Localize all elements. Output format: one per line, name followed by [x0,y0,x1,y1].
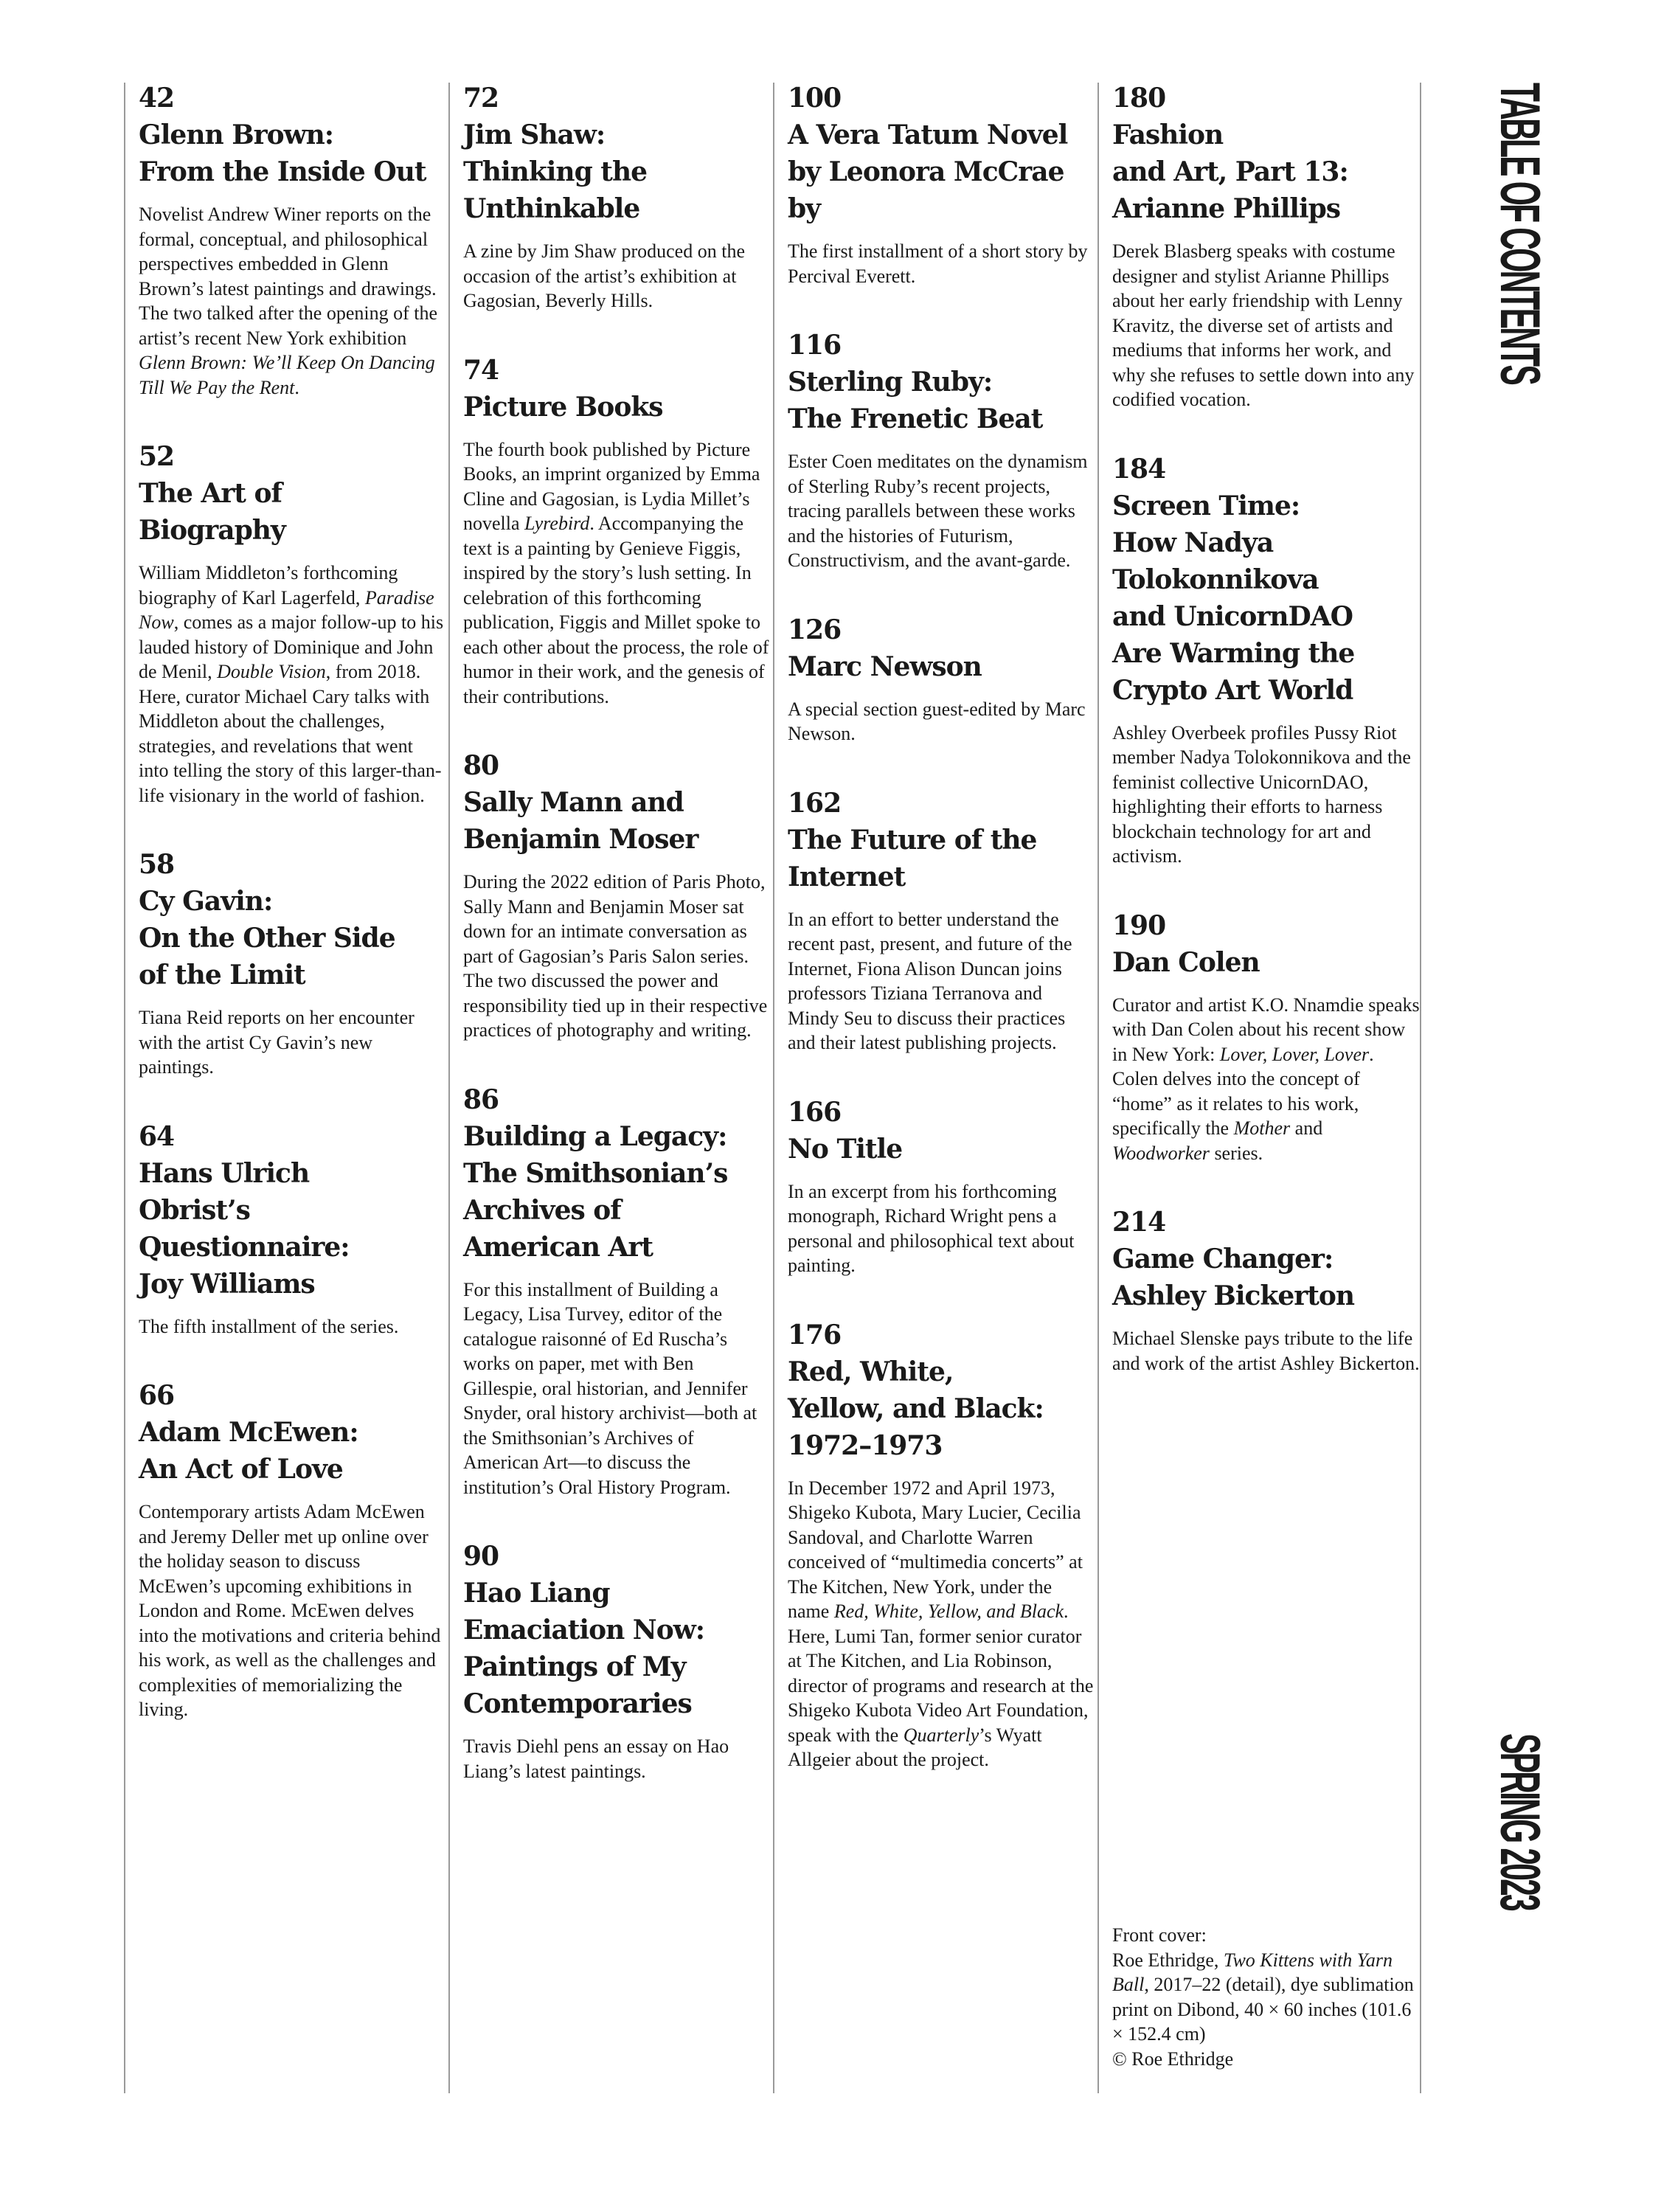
cover-credit-work: Two Kittens with Yarn Ball [1112,1949,1393,1995]
entry-description [788,239,1096,288]
entry-description [139,1005,447,1080]
entry-description [788,449,1096,573]
entry-description [1112,239,1421,412]
entry-description [139,561,447,808]
entry-title: Adam McEwen: An Act of Love [139,1417,358,1485]
page-number: 116 [788,330,842,361]
entry-title: Screen Time: How Nadya Tolokonnikova and UnicornDAO Are Warming the Crypto Art World [1112,490,1355,706]
page-number: 72 [463,83,499,114]
entry-title: Sterling Ruby: The Frenetic Beat [788,367,1043,434]
description-text: William Middleton’s forthcoming biography of Karl Lagerfeld, [139,562,398,609]
page-number: 90 [463,1541,499,1572]
column-divider [124,83,125,2093]
description-text: Tiana Reid reports on her encounter with the artist Cy Gavin’s new paintings. [139,1007,415,1078]
toc-column-2 [463,80,771,1822]
entry-description [463,1734,771,1783]
italic-title: Mother [1233,1117,1291,1139]
entry-description [788,697,1096,746]
page-number: 126 [788,614,842,645]
description-text: , from 2018. Here, curator Michael Cary talks with Middleton about the challenges, strategies, and revelations that went into telling the story of this larger-than-life visionary in the world of fashion. [139,661,442,806]
toc-entry [788,1317,1096,1772]
description-text: . Accompanying the text is a painting by Genieve Figgis, inspired by the story’s lush setting. In celebration of this forthcoming publication, Figgis and Millet spoke to each other about the process, the role of humor in their work, and the genesis of their contributions. [463,513,769,707]
description-text: Travis Diehl pens an essay on Hao Liang’s latest paintings. [463,1736,729,1782]
italic-title: Double Vision [217,661,326,682]
description-text: Contemporary artists Adam McEwen and Jeremy Deller met up online over the holiday season to discuss McEwen’s upcoming exhibitions in London and Rome. McEwen delves into the motivations and criteria behind his work, as well as the challenges and complexities of memorializing the living. [139,1501,441,1720]
page-number: 214 [1112,1207,1166,1238]
toc-entry [788,611,1096,746]
description-text: . Colen delves into the concept of “home” as it relates to his work, specifically the [1112,1043,1374,1139]
page-number: 162 [788,787,842,819]
entry-title: Red, White, Yellow, and Black: 1972–1973 [788,1356,1044,1461]
page-number: 74 [463,354,499,386]
page-number: 190 [1112,909,1166,941]
page-number: 58 [139,849,175,880]
description-text: Michael Slenske pays tribute to the life and work of the artist Ashley Bickerton. [1112,1328,1420,1374]
page-number: 66 [139,1380,175,1411]
entry-description [139,1499,447,1722]
italic-title: Lyrebird [524,513,590,534]
description-text: A special section guest-edited by Marc Newson. [788,698,1086,744]
description-text: In an excerpt from his forthcoming monograph, Richard Wright pens a personal and philosophical text about painting. [788,1180,1075,1276]
toc-entry [463,1538,771,1783]
entry-title: Fashion and Art, Part 13: Arianne Phillips [1112,119,1348,224]
toc-entry [139,1118,447,1339]
entry-title: The Art of Biography [139,478,285,546]
cover-credit-copyright: © Roe Ethridge [1112,2048,1234,2070]
entry-description [463,239,771,313]
description-text: , comes as a major follow-up to his lauded history of Dominique and John de Menil, [139,611,444,682]
page-number: 166 [788,1096,842,1128]
toc-column-1 [139,80,447,1761]
toc-column-3 [788,80,1096,1811]
page-number: 100 [788,83,842,114]
entry-title: Hao Liang Emaciation Now: Paintings of My Contemporaries [463,1578,704,1719]
cover-credit-label: Front cover: [1112,1924,1207,1946]
entry-title: Dan Colen [1112,946,1260,978]
description-text: . Here, Lumi Tan, former senior curator at The Kitchen, and Lia Robinson, director of programs and research at the Shigeko Kubota Video Art Foundation, speak with the [788,1601,1094,1746]
toc-entry [463,352,771,710]
page-number: 86 [463,1084,499,1115]
toc-entry [139,438,447,808]
entry-title: Building a Legacy: The Smithsonian’s Archives of American Art [463,1120,728,1263]
toc-entry [139,80,447,400]
description-text: The fifth installment of the series. [139,1315,399,1337]
page-number: 80 [463,750,499,781]
italic-title: Red, White, Yellow, and Black [833,1601,1064,1622]
description-text: Novelist Andrew Winer reports on the formal, conceptual, and philosophical perspectives embedded in Glenn Brown’s latest paintings and drawings. The two talked after the opening of the artist’s recent New York exhibition [139,204,438,349]
entry-title: Cy Gavin: On the Other Side of the Limit [139,886,395,991]
entry-description [463,870,771,1043]
page-number: 180 [1112,83,1166,114]
entry-description [463,437,771,710]
issue-label: SPRING 2023 [1488,1733,1551,1910]
page-number: 176 [788,1319,842,1351]
entry-title: Jim Shaw: Thinking the Unthinkable [463,119,648,224]
entry-description [463,1277,771,1500]
entry-description [139,1314,447,1339]
page-number: 64 [139,1120,175,1152]
toc-entry [139,846,447,1080]
description-text: and [1290,1117,1323,1139]
toc-entry [788,1094,1096,1278]
toc-entry [463,80,771,313]
toc-entry [463,1081,771,1500]
entry-title: Picture Books [463,391,663,423]
column-divider [773,83,774,2093]
page-number: 52 [139,441,175,472]
description-text: series. [1209,1142,1263,1164]
entry-description [1112,1326,1421,1376]
entry-description [788,907,1096,1055]
column-divider [448,83,450,2093]
entry-title: Hans Ulrich Obrist’s Questionnaire: Joy Williams [139,1157,350,1300]
entry-description [1112,993,1421,1166]
description-text: Curator and artist K.O. Nnamdie speaks with Dan Colen about his recent show in New York: [1112,994,1420,1065]
italic-title: Paradise Now [139,586,434,633]
description-text: . [294,376,299,398]
description-text: In an effort to better understand the recent past, present, and future of the Internet, Fiona Alison Duncan joins professors Tiziana Terranova and Mindy Seu to discuss their practices and their latest publishing projects. [788,908,1072,1053]
italic-title: Glenn Brown: We’ll Keep On Dancing Till We Pay the Rent [139,352,435,398]
description-text: A zine by Jim Shaw produced on the occasion of the artist’s exhibition at Gagosian, Beverly Hills. [463,240,745,311]
italic-title: Quarterly [903,1724,979,1746]
table-of-contents-heading: TABLE OF CONTENTS [1488,83,1551,384]
entry-title: A Vera Tatum Novel by Leonora McCrae by [788,119,1068,224]
italic-title: Woodworker [1112,1142,1210,1164]
entry-title: Glenn Brown: From the Inside Out [139,119,426,187]
description-text: The fourth book published by Picture Books, an imprint organized by Emma Cline and Gagosian, is Lydia Millet’s novella [463,438,760,534]
toc-entry [788,80,1096,288]
description-text: Derek Blasberg speaks with costume designer and stylist Arianne Phillips about her early friendship with Lenny Kravitz, the diverse set of artists and mediums that informs her work, and why she refuses to settle down into any codified vocation. [1112,240,1415,410]
cover-credit [1112,1923,1421,2071]
description-text: During the 2022 edition of Paris Photo, Sally Mann and Benjamin Moser sat down for an intimate conversation as part of Gagosian’s Paris Salon series. The two discussed the power and responsibility tied up in their respective practices of photography and writing. [463,871,768,1041]
toc-entry [463,747,771,1043]
toc-entry [1112,1204,1421,1376]
entry-description [139,202,447,400]
entry-title: Game Changer: Ashley Bickerton [1112,1244,1355,1311]
entry-title: No Title [788,1133,903,1165]
italic-title: Lover, Lover, Lover [1219,1043,1370,1065]
page-number: 184 [1112,453,1166,485]
entry-description [788,1179,1096,1278]
description-text: The first installment of a short story by Percival Everett. [788,240,1088,287]
toc-entry [1112,451,1421,869]
description-text: Ashley Overbeek profiles Pussy Riot member Nadya Tolokonnikova and the feminist collective UnicornDAO, highlighting their efforts to harness blockchain technology for art and activism. [1112,721,1411,867]
toc-entry [139,1377,447,1722]
toc-entry [1112,907,1421,1166]
cover-credit-artist: Roe Ethridge, [1112,1949,1224,1971]
entry-title: Sally Mann and Benjamin Moser [463,787,698,855]
entry-description [788,1476,1096,1772]
entry-description [1112,721,1421,869]
description-text: For this installment of Building a Legacy, Lisa Turvey, editor of the catalogue raisonné of Ed Ruscha’s works on paper, met with Ben Gillespie, oral historian, and Jennifer Snyder, oral history archivist—both at the Smithsonian’s Archives of American Art—to discuss the institution’s Oral History Program. [463,1278,757,1498]
toc-entry [788,327,1096,573]
entry-title: The Future of the Internet [788,824,1037,892]
entry-title: Marc Newson [788,651,982,682]
column-divider [1097,83,1099,2093]
toc-entry [1112,80,1421,412]
toc-entry [788,785,1096,1055]
cover-credit-details: , 2017–22 (detail), dye sublimation print on Dibond, 40 × 60 inches (101.6 × 152.4 cm) [1112,1974,1414,2045]
toc-column-4 [1112,80,1421,1414]
page-number: 42 [139,83,175,114]
description-text: Ester Coen meditates on the dynamism of Sterling Ruby’s recent projects, tracing parallels between these works and the histories of Futurism, Constructivism, and the avant-garde. [788,451,1088,571]
description-text: In December 1972 and April 1973, Shigeko Kubota, Mary Lucier, Cecilia Sandoval, and Charlotte Warren conceived of “multimedia concerts” at The Kitchen, New York, under the name [788,1477,1083,1622]
description-text: ’s Wyatt Allgeier about the project. [788,1724,1042,1770]
